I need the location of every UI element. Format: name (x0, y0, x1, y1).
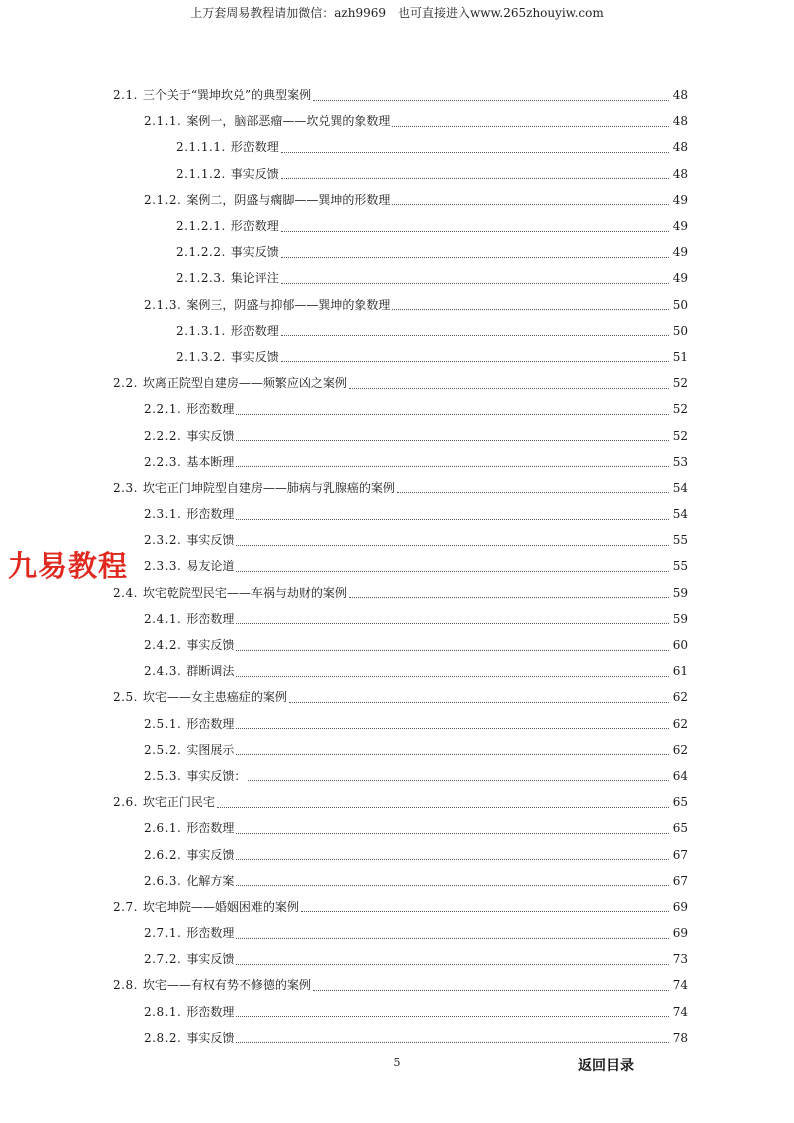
toc-leader-dots (236, 426, 669, 441)
toc-leader-dots (236, 740, 669, 755)
toc-entry[interactable] (0, 396, 688, 422)
toc-entry-number: 2.1.3.2. (176, 349, 226, 364)
toc-leader-dots (236, 662, 669, 677)
toc-entry-number: 2.2. (113, 376, 138, 391)
toc-leader-dots (236, 714, 669, 729)
toc-leader-dots (281, 138, 669, 153)
toc-entry-number: 2.1.3.1. (176, 323, 226, 338)
toc-entry[interactable] (0, 501, 688, 527)
toc-entry-title: 事实反馈 (186, 952, 235, 967)
toc-entry-number: 2.5.1. (144, 716, 182, 731)
toc-entry[interactable] (0, 815, 688, 841)
toc-entry-title: 易友论道 (186, 559, 235, 574)
toc-entry[interactable] (0, 344, 688, 370)
toc-entry-page: 49 (672, 219, 688, 234)
toc-entry-number: 2.5. (113, 690, 138, 705)
toc-entry-title: 坎离正院型自建房——频繁应凶之案例 (142, 376, 347, 391)
watermark-logo: 九易教程 (8, 549, 129, 583)
toc-leader-dots (236, 452, 669, 467)
toc-leader-dots (281, 243, 669, 258)
toc-entry-page: 55 (672, 533, 688, 548)
toc-entry-page: 52 (672, 428, 688, 443)
toc-entry[interactable] (0, 737, 688, 763)
toc-entry-number: 2.6.3. (144, 873, 182, 888)
toc-entry-page: 60 (672, 638, 688, 653)
toc-leader-dots (349, 374, 669, 389)
toc-entry-number: 2.6.2. (144, 847, 182, 862)
toc-entry-page: 54 (672, 507, 688, 522)
toc-leader-dots (236, 950, 669, 965)
toc-entry-number: 2.4. (113, 585, 138, 600)
toc-entry[interactable] (0, 1025, 688, 1051)
toc-entry-number: 2.3.1. (144, 507, 182, 522)
toc-entry-title: 实图展示 (186, 742, 235, 757)
toc-entry-number: 2.1.2.2. (176, 245, 226, 260)
toc-entry-page: 62 (672, 716, 688, 731)
toc-entry[interactable] (0, 972, 688, 998)
toc-entry-title: 事实反馈： (186, 768, 247, 783)
page-header (0, 4, 794, 24)
toc-leader-dots (397, 478, 669, 493)
toc-leader-dots (236, 531, 669, 546)
toc-entry-number: 2.3. (113, 480, 138, 495)
toc-entry-number: 2.6. (113, 795, 138, 810)
toc-entry-title: 形峦数理 (186, 926, 235, 941)
toc-entry-title: 事实反馈 (186, 428, 235, 443)
toc-entry[interactable] (0, 999, 688, 1025)
toc-entry-page: 54 (672, 480, 688, 495)
toc-entry-page: 48 (672, 88, 688, 103)
toc-entry-number: 2.1.1. (144, 114, 182, 129)
toc-leader-dots (236, 1002, 669, 1017)
toc-entry-page: 49 (672, 245, 688, 260)
toc-entry-title: 事实反馈 (186, 847, 235, 862)
toc-leader-dots (301, 897, 669, 912)
toc-entry-number: 2.6.1. (144, 821, 182, 836)
toc-entry-title: 事实反馈 (186, 533, 235, 548)
toc-entry[interactable] (0, 449, 688, 475)
toc-entry-page: 61 (672, 664, 688, 679)
toc-entry[interactable] (0, 894, 688, 920)
toc-entry[interactable] (0, 606, 688, 632)
toc-entry-page: 55 (672, 559, 688, 574)
toc-entry-page: 53 (672, 454, 688, 469)
toc-entry-number: 2.2.1. (144, 402, 182, 417)
toc-entry-page: 52 (672, 376, 688, 391)
header-wechat-text: 上万套周易教程请加微信：azh9969 (190, 6, 387, 20)
toc-entry-number: 2.2.3. (144, 454, 182, 469)
toc-entry-page: 78 (672, 1030, 688, 1045)
toc-entry-number: 2.1.2.3. (176, 271, 226, 286)
toc-entry-title: 案例一，脑部恶瘤——坎兑巽的象数理 (186, 114, 391, 129)
toc-entry-title: 事实反馈 (186, 638, 235, 653)
toc-entry-title: 形峦数理 (186, 507, 235, 522)
toc-entry-title: 化解方案 (186, 873, 235, 888)
toc-entry[interactable] (0, 134, 688, 160)
toc-entry-title: 案例二，阴盛与瘸脚——巽坤的形数理 (186, 192, 391, 207)
toc-entry-number: 2.7. (113, 899, 138, 914)
toc-entry[interactable] (0, 265, 688, 291)
toc-entry-title: 形峦数理 (186, 1004, 235, 1019)
toc-entry[interactable] (0, 684, 688, 710)
toc-entry-title: 坎宅——有权有势不修德的案例 (142, 978, 311, 993)
toc-entry[interactable] (0, 763, 688, 789)
toc-leader-dots (349, 583, 669, 598)
toc-entry-number: 2.1.1.1. (176, 140, 226, 155)
toc-entry-number: 2.1.2.1. (176, 219, 226, 234)
toc-entry-page: 49 (672, 271, 688, 286)
toc-entry-number: 2.1.2. (144, 192, 182, 207)
back-to-contents-link[interactable]: 返回目录 (578, 1058, 634, 1074)
toc-entry-number: 2.1.1.2. (176, 166, 226, 181)
toc-entry-page: 64 (672, 768, 688, 783)
toc-entry-number: 2.3.3. (144, 559, 182, 574)
toc-entry[interactable] (0, 946, 688, 972)
toc-entry-title: 集论评注 (230, 271, 279, 286)
toc-entry-page: 51 (672, 349, 688, 364)
toc-leader-dots (289, 688, 669, 703)
toc-entry-page: 69 (672, 899, 688, 914)
toc-entry[interactable] (0, 82, 688, 108)
toc-entry-title: 形峦数理 (186, 402, 235, 417)
toc-entry-title: 形峦数理 (186, 821, 235, 836)
toc-entry-page: 48 (672, 166, 688, 181)
toc-entry-number: 2.2.2. (144, 428, 182, 443)
toc-entry-page: 62 (672, 690, 688, 705)
toc-entry-title: 坎宅乾院型民宅——车祸与劫财的案例 (142, 585, 347, 600)
toc-entry-title: 事实反馈 (230, 349, 279, 364)
toc-entry-title: 坎宅正门坤院型自建房——肺病与乳腺癌的案例 (142, 480, 395, 495)
toc-entry[interactable] (0, 658, 688, 684)
toc-entry-number: 2.8.1. (144, 1004, 182, 1019)
toc-entry-page: 74 (672, 978, 688, 993)
toc-entry-page: 59 (672, 585, 688, 600)
toc-leader-dots (313, 86, 669, 101)
toc-entry-page: 65 (672, 821, 688, 836)
toc-entry-title: 三个关于“巽坤坎兑”的典型案例 (142, 88, 312, 103)
toc-entry-title: 事实反馈 (230, 166, 279, 181)
toc-entry-page: 48 (672, 114, 688, 129)
toc-leader-dots (236, 636, 669, 651)
toc-leader-dots (392, 190, 669, 205)
toc-leader-dots (281, 347, 669, 362)
toc-entry-number: 2.4.2. (144, 638, 182, 653)
toc-entry-number: 2.5.3. (144, 768, 182, 783)
toc-entry-title: 坎宅坤院——婚姻困难的案例 (142, 899, 299, 914)
toc-entry-page: 69 (672, 926, 688, 941)
toc-leader-dots (236, 1028, 669, 1043)
toc-leader-dots (392, 112, 669, 127)
toc-entry[interactable] (0, 868, 688, 894)
toc-leader-dots (236, 819, 669, 834)
toc-entry[interactable] (0, 841, 688, 867)
header-website-text: 也可直接进入www.265zhouyiw.com (398, 6, 604, 20)
toc-entry-number: 2.8.2. (144, 1030, 182, 1045)
toc-entry[interactable] (0, 632, 688, 658)
toc-entry-page: 50 (672, 297, 688, 312)
toc-entry-title: 案例三，阴盛与抑郁——巽坤的象数理 (186, 297, 391, 312)
toc-leader-dots (248, 766, 669, 781)
toc-entry-title: 形峦数理 (186, 611, 235, 626)
toc-entry[interactable] (0, 711, 688, 737)
toc-entry-number: 2.1.3. (144, 297, 182, 312)
toc-entry-title: 基本断理 (186, 454, 235, 469)
toc-entry-page: 50 (672, 323, 688, 338)
toc-entry-title: 事实反馈 (230, 245, 279, 260)
toc-entry-number: 2.8. (113, 978, 138, 993)
toc-leader-dots (313, 976, 669, 991)
toc-entry-page: 67 (672, 873, 688, 888)
toc-leader-dots (236, 609, 669, 624)
toc-entry[interactable] (0, 920, 688, 946)
toc-leader-dots (236, 871, 669, 886)
toc-entry[interactable] (0, 475, 688, 501)
toc-leader-dots (236, 505, 669, 520)
toc-entry-number: 2.4.3. (144, 664, 182, 679)
toc-entry-number: 2.7.2. (144, 952, 182, 967)
toc-entry-page: 73 (672, 952, 688, 967)
toc-entry[interactable] (0, 213, 688, 239)
toc-entry[interactable] (0, 789, 688, 815)
page-number: 5 (393, 1056, 401, 1069)
toc-entry[interactable] (0, 239, 688, 265)
toc-entry-number: 2.7.1. (144, 926, 182, 941)
toc-entry[interactable] (0, 370, 688, 396)
toc-leader-dots (281, 164, 669, 179)
toc-entry-number: 2.5.2. (144, 742, 182, 757)
toc-leader-dots (281, 217, 669, 232)
toc-entry-number: 2.4.1. (144, 611, 182, 626)
toc-entry-number: 2.1. (113, 88, 138, 103)
toc-leader-dots (281, 269, 669, 284)
toc-leader-dots (236, 400, 669, 415)
toc-entry-page: 59 (672, 611, 688, 626)
toc-entry-number: 2.3.2. (144, 533, 182, 548)
toc-leader-dots (236, 845, 669, 860)
toc-entry[interactable] (0, 422, 688, 448)
toc-entry-page: 52 (672, 402, 688, 417)
toc-entry-page: 49 (672, 192, 688, 207)
toc-entry-page: 67 (672, 847, 688, 862)
toc-leader-dots (281, 321, 669, 336)
toc-entry-page: 48 (672, 140, 688, 155)
toc-entry-page: 74 (672, 1004, 688, 1019)
toc-leader-dots (392, 295, 669, 310)
toc-entry-title: 形峦数理 (230, 323, 279, 338)
toc-entry-title: 事实反馈 (186, 1030, 235, 1045)
toc-entry[interactable] (0, 108, 688, 134)
toc-entry[interactable] (0, 187, 688, 213)
toc-entry-title: 坎宅——女主患癌症的案例 (142, 690, 287, 705)
toc-entry-title: 形峦数理 (230, 219, 279, 234)
toc-leader-dots (217, 793, 669, 808)
toc-entry-page: 65 (672, 795, 688, 810)
toc-entry[interactable] (0, 292, 688, 318)
toc-entry[interactable] (0, 161, 688, 187)
toc-entry-title: 形峦数理 (230, 140, 279, 155)
toc-leader-dots (236, 924, 669, 939)
toc-entry-title: 坎宅正门民宅 (142, 795, 215, 810)
toc-leader-dots (236, 557, 669, 572)
toc-entry-title: 群断调法 (186, 664, 235, 679)
toc-entry-title: 形峦数理 (186, 716, 235, 731)
toc-entry[interactable] (0, 318, 688, 344)
toc-entry-page: 62 (672, 742, 688, 757)
